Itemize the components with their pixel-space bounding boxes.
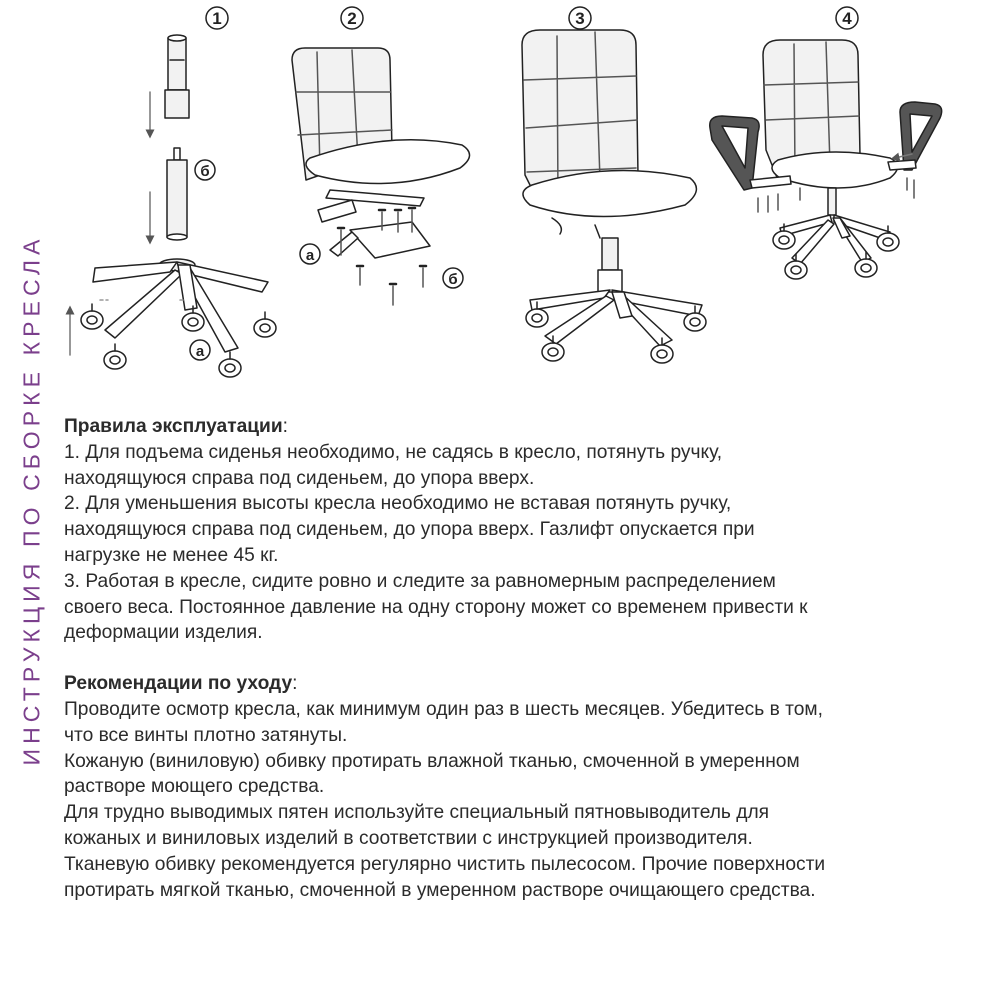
label-b-step1 <box>195 160 215 180</box>
step-number-text: 2 <box>347 9 357 28</box>
care-list <box>64 697 984 903</box>
care-heading <box>64 671 984 697</box>
step-number-text: 4 <box>842 9 852 28</box>
care-line: Кожаную (виниловую) обивку протирать влажной тканью, смоченной в умеренном <box>64 750 800 772</box>
rules-line: 3. Работая в кресле, сидите ровно и следите за равномерным распределением <box>64 570 776 592</box>
assembly-illustrations <box>50 0 1000 400</box>
step-number-text: 1 <box>212 9 222 28</box>
step-1-number <box>206 7 228 29</box>
rules-line: нагрузке не менее 45 кг. <box>64 544 279 566</box>
svg-text:а: а <box>305 247 315 264</box>
care-heading-text: Рекомендации по уходу <box>64 673 293 695</box>
instructions-text <box>64 414 984 903</box>
svg-text:б: б <box>448 271 458 288</box>
step-2-number <box>341 7 363 29</box>
care-line: Проводите осмотр кресла, как минимум один раз в шесть месяцев. Убедитесь в том, <box>64 698 823 720</box>
care-line: кожаных и виниловых изделий в соответствии с инструкцией производителя. <box>64 827 753 849</box>
care-line: Для трудно выводимых пятен используйте специальный пятновыводитель для <box>64 802 770 824</box>
step-3-diagram <box>522 30 706 363</box>
step-4-number <box>836 7 858 29</box>
label-a-step1 <box>190 340 210 360</box>
rules-heading-text: Правила эксплуатации <box>64 416 283 437</box>
step-2-diagram <box>292 48 470 305</box>
rules-heading-colon: : <box>282 416 288 437</box>
care-line: Тканевую обивку рекомендуется регулярно чистить пылесосом. Прочие поверхности <box>64 853 826 875</box>
rules-line: своего веса. Постоянное давление на одну сторону может со временем привести к <box>64 596 808 618</box>
care-line: протирать мягкой тканью, смоченной в умеренном растворе очищающего средства. <box>64 879 816 901</box>
label-b-step2 <box>443 268 463 288</box>
rules-line: находящуюся справа под сиденьем, до упора вверх. <box>64 467 535 489</box>
step-3-number <box>569 7 591 29</box>
step-1-diagram <box>70 35 276 377</box>
svg-text:б: б <box>200 163 210 180</box>
rules-line: 2. Для уменьшения высоты кресла необходимо не вставая потянуть ручку, <box>64 493 732 515</box>
rules-line: находящуюся справа под сиденьем, до упора вверх. Газлифт опускается при <box>64 519 755 541</box>
step-4-diagram <box>710 40 942 279</box>
side-title-text: ИНСТРУКЦИЯ ПО СБОРКЕ КРЕСЛА <box>18 234 45 766</box>
care-line: что все винты плотно затянуты. <box>64 724 348 746</box>
care-line: растворе моющего средства. <box>64 776 325 798</box>
rules-line: деформации изделия. <box>64 622 263 644</box>
svg-text:а: а <box>195 343 205 360</box>
care-heading-colon: : <box>292 673 298 695</box>
rules-heading <box>64 414 984 440</box>
rules-line: 1. Для подъема сиденья необходимо, не садясь в кресло, потянуть ручку, <box>64 441 723 463</box>
label-a-step2 <box>300 244 320 264</box>
step-number-text: 3 <box>575 9 585 28</box>
rules-list <box>64 440 984 646</box>
